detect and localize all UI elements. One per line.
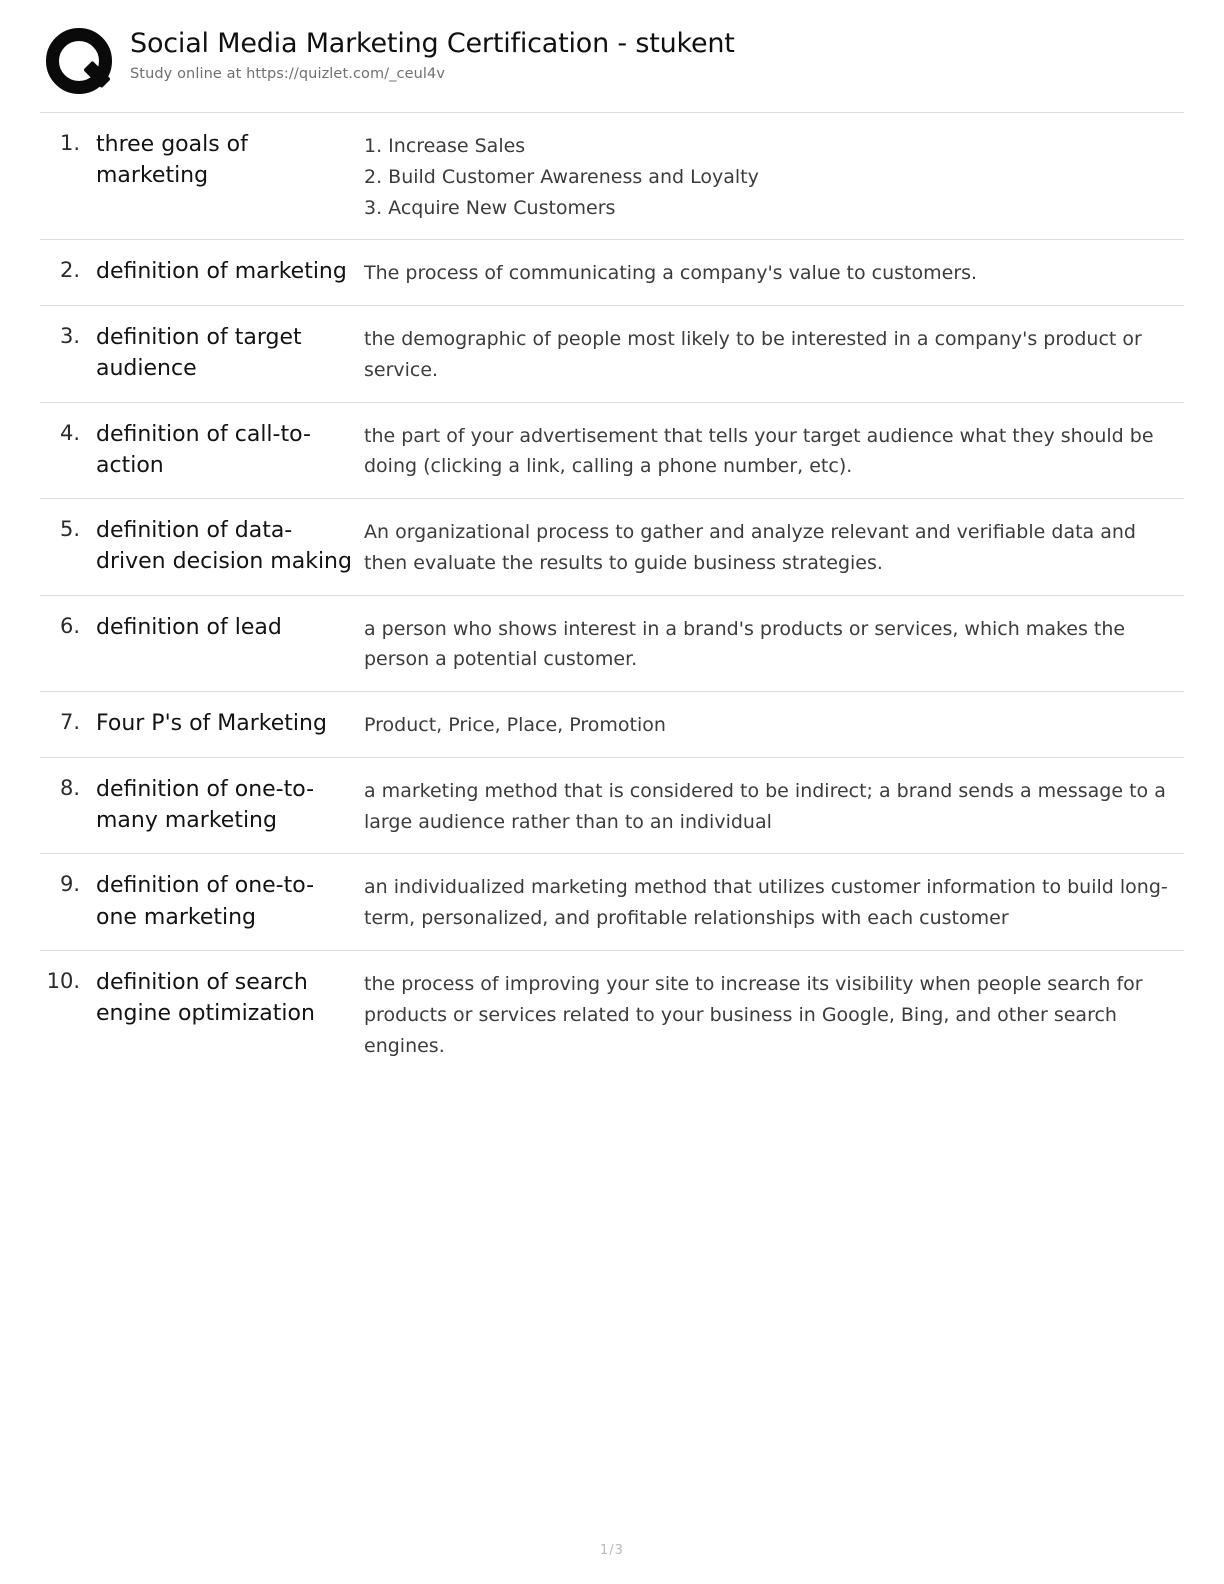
table-row [40,403,1184,500]
definition-line: 2. Build Customer Awareness and Loyalty [364,165,759,188]
row-definition [362,322,1184,386]
row-number: 5. [59,517,80,542]
page-number: 1/3 [600,1543,624,1558]
row-term: definition of data-driven decision making [96,518,352,575]
table-row [40,758,1184,855]
row-term: definition of lead [96,614,282,640]
row-number: 7. [59,710,80,735]
row-term: definition of marketing [96,259,347,285]
definition-line: An organizational process to gather and analyze relevant and verifiable data and then evaluate the results to guide business strategies. [364,521,1136,574]
row-definition [362,774,1184,838]
row-number: 1. [59,131,80,155]
header-text-block [120,22,735,82]
row-definition [362,419,1184,483]
row-definition [362,256,1184,289]
table-row [40,113,1184,240]
row-definition [362,870,1184,934]
definition-line: an individualized marketing method that utilizes customer information to build long-term, personalized, and profitable relationships with each customer [364,876,1168,930]
terms-list [40,112,1184,1077]
table-row [40,306,1184,403]
document-header [40,22,1184,102]
quizlet-q-logo-icon [42,24,120,102]
row-term: three goals of marketing [96,132,248,189]
definition-line: the process of improving your site to increase its visibility when people search for products or services related to your business in Google, Bing, and other search engines. [364,973,1143,1057]
row-term: definition of search engine optimization [96,970,315,1027]
row-number: 3. [59,324,80,349]
row-number: 10. [46,969,80,994]
row-number: 4. [59,420,80,445]
table-row [40,951,1184,1077]
page-title: Social Media Marketing Certification - stukent [130,28,735,59]
table-row [40,499,1184,596]
row-term: definition of one-to-many marketing [96,776,315,834]
row-number: 8. [59,775,80,800]
row-definition [362,612,1184,676]
row-definition [362,515,1184,579]
table-row [40,240,1184,306]
definition-line: 1. Increase Sales [364,135,526,157]
definition-line: a person who shows interest in a brand's products or services, which makes the person a potential customer. [364,617,1126,671]
row-term: definition of one-to-one marketing [96,873,315,930]
definition-line: the demographic of people most likely to be interested in a company's product or service. [364,328,1142,381]
row-number: 6. [59,613,80,638]
definition-line: The process of communicating a company's value to customers. [364,262,978,285]
row-definition [362,708,1184,741]
definition-line: 3. Acquire New Customers [364,196,616,219]
row-definition [362,129,1184,223]
row-number: 2. [59,258,80,283]
study-online-link[interactable]: Study online at https://quizlet.com/_ceul4v [130,66,446,83]
row-term: definition of call-to-action [96,421,311,478]
table-row [40,596,1184,693]
row-term: Four P's of Marketing [96,711,327,737]
definition-line: Product, Price, Place, Promotion [364,714,666,737]
table-row [40,692,1184,758]
definition-line: the part of your advertisement that tells your target audience what they should be doing (clicking a link, calling a phone number, etc). [364,424,1154,478]
table-row [40,854,1184,951]
row-term: definition of target audience [96,325,302,382]
row-definition [362,967,1184,1061]
definition-line: a marketing method that is considered to be indirect; a brand sends a message to a large audience rather than to an individual [364,779,1166,833]
row-number: 9. [59,872,80,897]
